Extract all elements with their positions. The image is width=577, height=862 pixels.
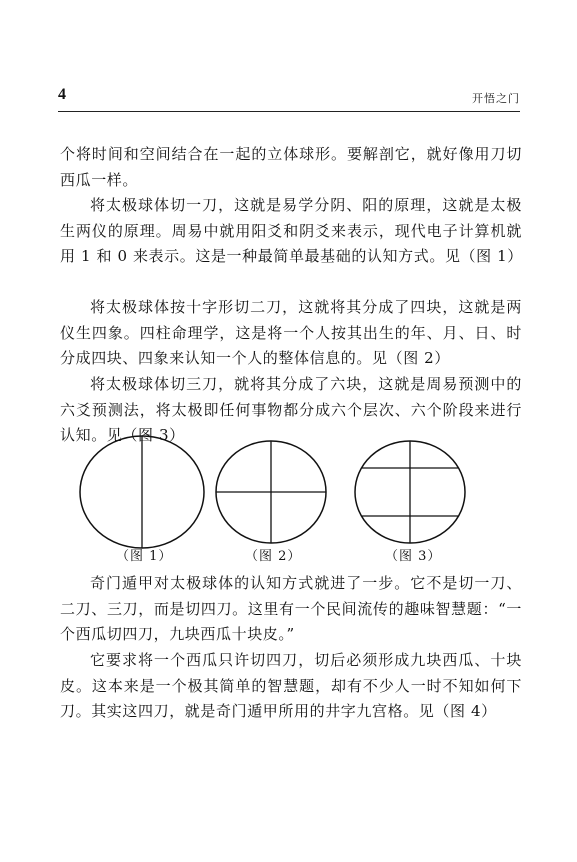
figure-3-diagram bbox=[355, 441, 465, 543]
paragraph-6: 它要求将一个西瓜只许切四刀，切后必须形成九块西瓜、十块皮。这本来是一个极其简单的智慧题，却有不少人一时不知如何下刀。其实这四刀，就是奇门遁甲所用的井字九宫格。见（图 4） bbox=[60, 651, 522, 720]
page-number: 4 bbox=[58, 86, 66, 103]
paragraph-5: 奇门遁甲对太极球体的认知方式就进了一步。它不是切一刀、二刀、三刀，而是切四刀。这里有一个民间流传的趣味智慧题：“一个西瓜切四刀，九块西瓜十块皮。” bbox=[60, 574, 522, 643]
figure-2-diagram bbox=[216, 441, 326, 543]
running-title: 开悟之门 bbox=[472, 92, 520, 105]
paragraph-4: 将太极球体切三刀，就将其分成了六块，这就是周易预测中的六爻预测法，将太极即任何事物都分成六个层次、六个阶段来进行认知。见（图 3） bbox=[60, 375, 522, 444]
figure-3-caption: （图 3） bbox=[385, 549, 442, 564]
figure-1-diagram bbox=[80, 436, 204, 548]
paragraph-2: 将太极球体切一刀，这就是易学分阴、阳的原理，这就是太极生两仪的原理。周易中就用阳爻和阴爻来表示，现代电子计算机就用 1 和 0 来表示。这是一种最简单最基础的认知方式。见（图 1） bbox=[60, 196, 523, 265]
figure-2-caption: （图 2） bbox=[245, 549, 302, 564]
paragraph-1: 个将时间和空间结合在一起的立体球形。要解剖它，就好像用刀切西瓜一样。 bbox=[60, 145, 522, 189]
figure-1-caption: （图 1） bbox=[116, 549, 173, 564]
paragraph-3: 将太极球体按十字形切二刀，这就将其分成了四块，这就是两仪生四象。四柱命理学，这是将一个人按其出生的年、月、日、时分成四块、四象来认知一个人的整体信息的。见（图 2） bbox=[60, 298, 522, 367]
